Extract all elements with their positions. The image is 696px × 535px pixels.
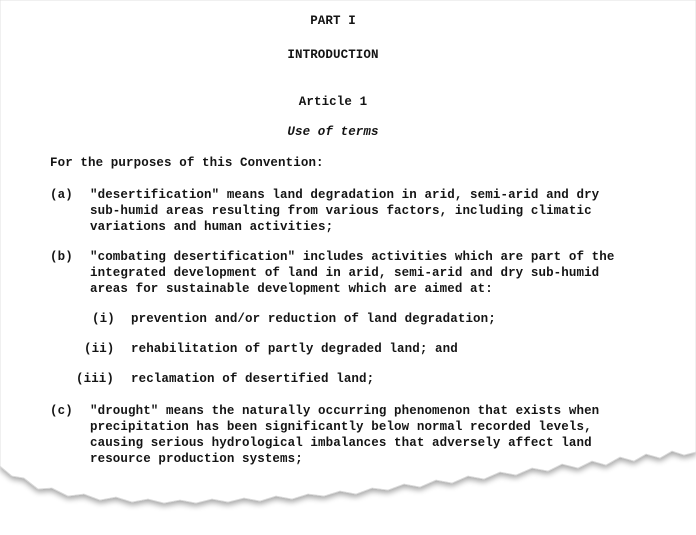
subitem-iii-text: reclamation of desertified land;: [131, 372, 375, 386]
part-heading: PART I: [310, 14, 356, 28]
item-c-line-1: "drought" means the naturally occurring phenomenon that exists when: [90, 404, 600, 418]
item-a-line-3: variations and human activities;: [90, 220, 334, 234]
item-b-line-2: integrated development of land in arid, semi-arid and dry sub-humid: [90, 266, 600, 280]
item-c-line-4: resource production systems;: [90, 452, 303, 466]
section-heading: INTRODUCTION: [287, 48, 379, 62]
article-title: Use of terms: [287, 125, 379, 139]
item-b-label: (b): [50, 250, 73, 264]
item-c-line-3: causing serious hydrological imbalances that adversely affect land: [90, 436, 592, 450]
item-b-line-3: areas for sustainable development which are aimed at:: [90, 282, 493, 296]
item-c-line-2: precipitation has been significantly below normal recorded levels,: [90, 420, 592, 434]
subitem-ii-text: rehabilitation of partly degraded land; and: [131, 342, 458, 356]
intro-sentence: For the purposes of this Convention:: [50, 156, 324, 170]
item-b-line-1: "combating desertification" includes activities which are part of the: [90, 250, 615, 264]
subitem-i-label: (i): [92, 312, 115, 326]
subitem-i-text: prevention and/or reduction of land degradation;: [131, 312, 496, 326]
subitem-ii-label: (ii): [84, 342, 115, 356]
subitem-iii-label: (iii): [76, 372, 115, 386]
item-a-line-1: "desertification" means land degradation in arid, semi-arid and dry: [90, 188, 600, 202]
item-c-label: (c): [50, 404, 73, 418]
article-heading: Article 1: [298, 95, 368, 109]
item-a-line-2: sub-humid areas resulting from various factors, including climatic: [90, 204, 592, 218]
item-a-label: (a): [50, 188, 73, 202]
